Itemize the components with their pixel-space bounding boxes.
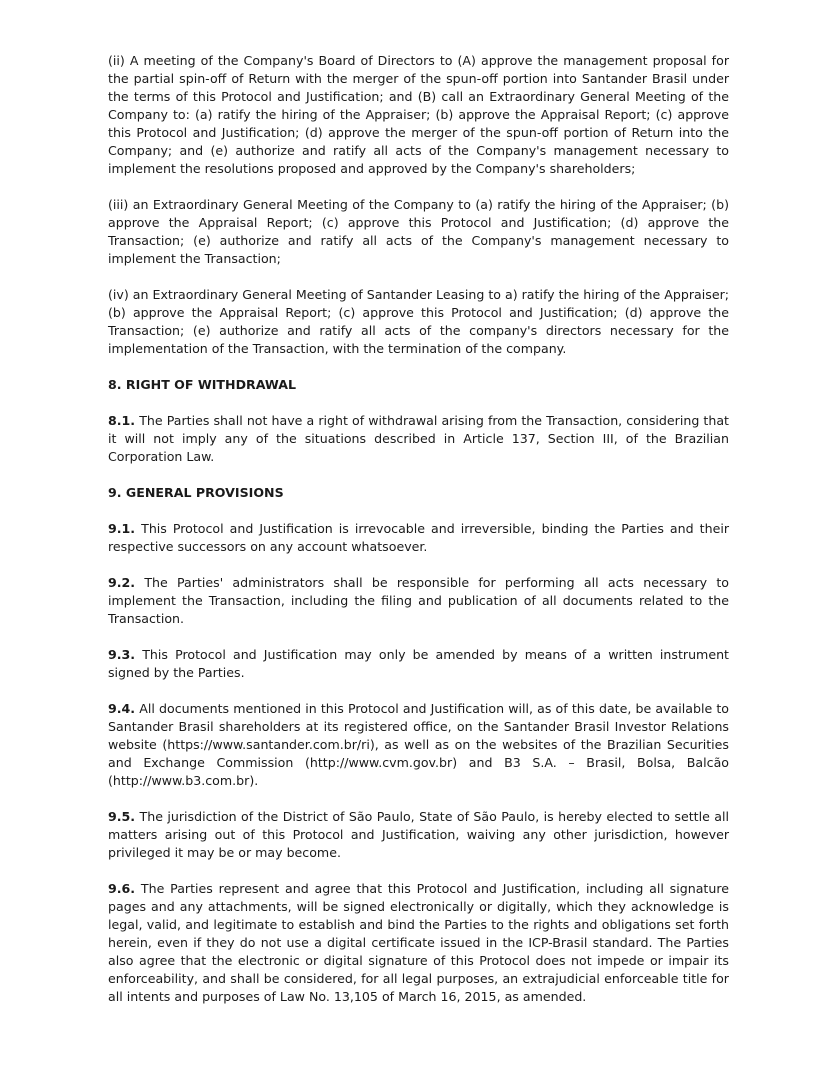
clause-number: 9.1. (108, 521, 136, 536)
clause-text: The Parties' administrators shall be responsible for performing all acts necessary to implement the Transaction, including the filing and publication of all documents related to the Transaction. (108, 575, 729, 626)
clause-9-6 (108, 880, 729, 1006)
clause-number: 9.6. (108, 881, 136, 896)
clause-9-4 (108, 700, 729, 790)
clause-8-1 (108, 412, 729, 466)
clause-9-5 (108, 808, 729, 862)
clause-number: 9.2. (108, 575, 136, 590)
clause-text: This Protocol and Justification is irrevocable and irreversible, binding the Parties and their respective successors on any account whatsoever. (108, 521, 729, 554)
document-page (108, 52, 729, 1024)
paragraph-item-iii: (iii) an Extraordinary General Meeting of the Company to (a) ratify the hiring of the Appraiser; (b) approve the Appraisal Report; (c) approve this Protocol and Justification; (d) approve the Transaction; (e) authorize and ratify all acts of the Company's management necessary to implement the Transaction; (108, 197, 729, 266)
section-8-heading: 8. RIGHT OF WITHDRAWAL (108, 377, 296, 392)
clause-9-2 (108, 574, 729, 628)
section-9-heading: 9. GENERAL PROVISIONS (108, 485, 284, 500)
clause-text: All documents mentioned in this Protocol and Justification will, as of this date, be available to Santander Brasil shareholders at its registered office, on the Santander Brasil Investor Relations website (https://www.santander.com.br/ri), as well as on the websites of the Brazilian Securities and Exchange Commission (http://www.cvm.gov.br) and B3 S.A. – Brasil, Bolsa, Balcão (http://www.b3.com.br). (108, 701, 729, 788)
clause-number: 9.3. (108, 647, 136, 662)
paragraph-item-iv: (iv) an Extraordinary General Meeting of Santander Leasing to a) ratify the hiring of the Appraiser; (b) approve the Appraisal Report; (c) approve this Protocol and Justification; (d) approve the Transaction; (e) authorize and ratify all acts of the company's directors necessary for the implementation of the Transaction, with the termination of the company. (108, 287, 729, 356)
clause-9-3 (108, 646, 729, 682)
clause-text: This Protocol and Justification may only be amended by means of a written instrument signed by the Parties. (108, 647, 729, 680)
clause-text: The Parties shall not have a right of withdrawal arising from the Transaction, considering that it will not imply any of the situations described in Article 137, Section III, of the Brazilian Corporation Law. (108, 413, 729, 464)
paragraph-item-ii: (ii) A meeting of the Company's Board of Directors to (A) approve the management proposal for the partial spin-off of Return with the merger of the spun-off portion into Santander Brasil under the terms of this Protocol and Justification; and (B) call an Extraordinary General Meeting of the Company to: (a) ratify the hiring of the Appraiser; (b) approve the Appraisal Report; (c) approve this Protocol and Justification; (d) approve the merger of the spun-off portion of Return into the Company; and (e) authorize and ratify all acts of the Company's management necessary to implement the resolutions proposed and approved by the Company's shareholders; (108, 53, 729, 176)
clause-9-1 (108, 520, 729, 556)
clause-number: 9.5. (108, 809, 136, 824)
clause-number: 8.1. (108, 413, 136, 428)
clause-text: The jurisdiction of the District of São Paulo, State of São Paulo, is hereby elected to settle all matters arising out of this Protocol and Justification, waiving any other jurisdiction, however privileged it may be or may become. (108, 809, 729, 860)
clause-text: The Parties represent and agree that this Protocol and Justification, including all signature pages and any attachments, will be signed electronically or digitally, which they acknowledge is legal, valid, and legitimate to establish and bind the Parties to the rights and obligations set forth herein, even if they do not use a digital certificate issued in the ICP-Brasil standard. The Parties also agree that the electronic or digital signature of this Protocol does not impede or impair its enforceability, and shall be considered, for all legal purposes, an extrajudicial enforceable title for all intents and purposes of Law No. 13,105 of March 16, 2015, as amended. (108, 881, 729, 1004)
clause-number: 9.4. (108, 701, 136, 716)
